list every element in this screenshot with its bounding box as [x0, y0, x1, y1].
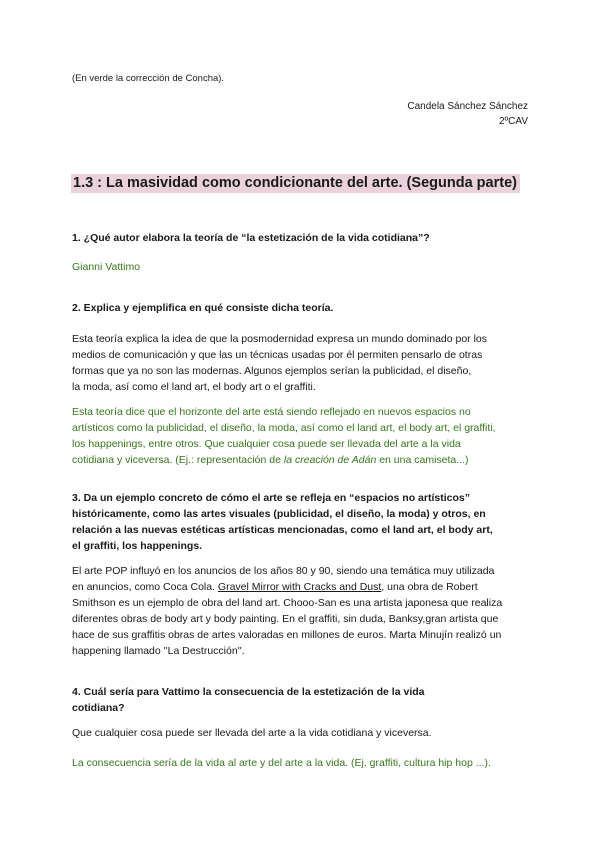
answer-3-text: , una obra de Robert	[381, 581, 478, 593]
answer-3-line: El arte POP influyó en los anuncios de los años 80 y 90, siendo una temática muy utilizada	[72, 565, 495, 577]
author-name: Candela Sánchez Sánchez	[407, 101, 528, 112]
correction-2-line: artísticos como la publicidad, el diseño, la moda, así como el land art, el body art, el graffiti,	[72, 422, 496, 434]
question-3-line: relación a las nuevas estéticas artísticas mencionadas, como el land art, el body art,	[72, 524, 493, 536]
answer-3	[72, 563, 532, 659]
correction-2-line: los happenings, entre otros. Que cualquier cosa puede ser llevada del arte a la vida	[72, 438, 461, 450]
question-2: 2. Explica y ejemplifica en qué consiste dicha teoría.	[72, 302, 334, 314]
answer-3-line: Smithson es un ejemplo de obra del land art. Chooo-San es una artista japonesa que realiza	[72, 597, 503, 609]
answer-3-text: en anuncios, como Coca Cola.	[72, 581, 218, 593]
correction-2-line: Esta teoría dice que el horizonte del arte está siendo reflejado en nuevos espacios no	[72, 406, 471, 418]
author-block	[407, 99, 528, 129]
answer-3-line	[72, 579, 532, 595]
question-4-line: cotidiana?	[72, 702, 125, 714]
question-4	[72, 684, 532, 716]
answer-2-line: formas que ya no son las modernas. Algunos ejemplos serían la publicidad, el diseño,	[72, 365, 472, 377]
answer-2-line: medios de comunicación y que las un técnicas usadas por él permiten pensarlo de otras	[72, 349, 483, 361]
correction-4: La consecuencia sería de la vida al arte y del arte a la vida. (Ej. graffiti, cultura hip hop ...).	[72, 757, 491, 769]
question-3-line: 3. Da un ejemplo concreto de cómo el arte se refleja en “espacios no artísticos”	[72, 492, 470, 504]
question-3-line: históricamente, como las artes visuales (publicidad, el diseño, la moda) y otros, en	[72, 508, 486, 520]
question-4-line: 4. Cuál sería para Vattimo la consecuencia de la estetización de la vida	[72, 686, 425, 698]
answer-3-line: diferentes obras de body art y body painting. En el graffiti, sin duda, Banksy,gran artista que	[72, 613, 499, 625]
correction-2-text: en una camiseta...)	[376, 454, 469, 466]
answer-3-line: happening llamado ''La Destrucción''.	[72, 645, 245, 657]
question-3	[72, 490, 532, 554]
answer-2-line: la moda, así como el land art, el body art o el graffiti.	[72, 381, 316, 393]
correction-note: (En verde la corrección de Concha).	[72, 73, 225, 84]
answer-4: Que cualquier cosa puede ser llevada del arte a la vida cotidiana y viceversa.	[72, 727, 432, 739]
artwork-title: la creación de Adán	[283, 454, 377, 466]
correction-2	[72, 404, 532, 468]
artwork-link[interactable]: Gravel Mirror with Cracks and Dust	[217, 581, 382, 593]
correction-2-text: cotidiana y viceversa. (Ej.: representación de	[72, 454, 284, 466]
correction-1: Gianni Vattimo	[72, 261, 141, 273]
answer-2-line: Esta teoría explica la idea de que la posmodernidad expresa un mundo dominado por los	[72, 333, 488, 345]
question-1: 1. ¿Qué autor elabora la teoría de “la estetización de la vida cotidiana”?	[72, 232, 430, 244]
page-title: 1.3 : La masividad como condicionante del arte. (Segunda parte)	[71, 174, 520, 193]
author-class: 2ºCAV	[498, 116, 528, 127]
question-3-line: el graffiti, los happenings.	[72, 540, 203, 552]
answer-3-line: hace de sus graffitis obras de artes valoradas en millones de euros. Marta Minujín realizó un	[72, 629, 502, 641]
answer-2	[72, 331, 532, 395]
correction-2-line	[72, 452, 532, 468]
